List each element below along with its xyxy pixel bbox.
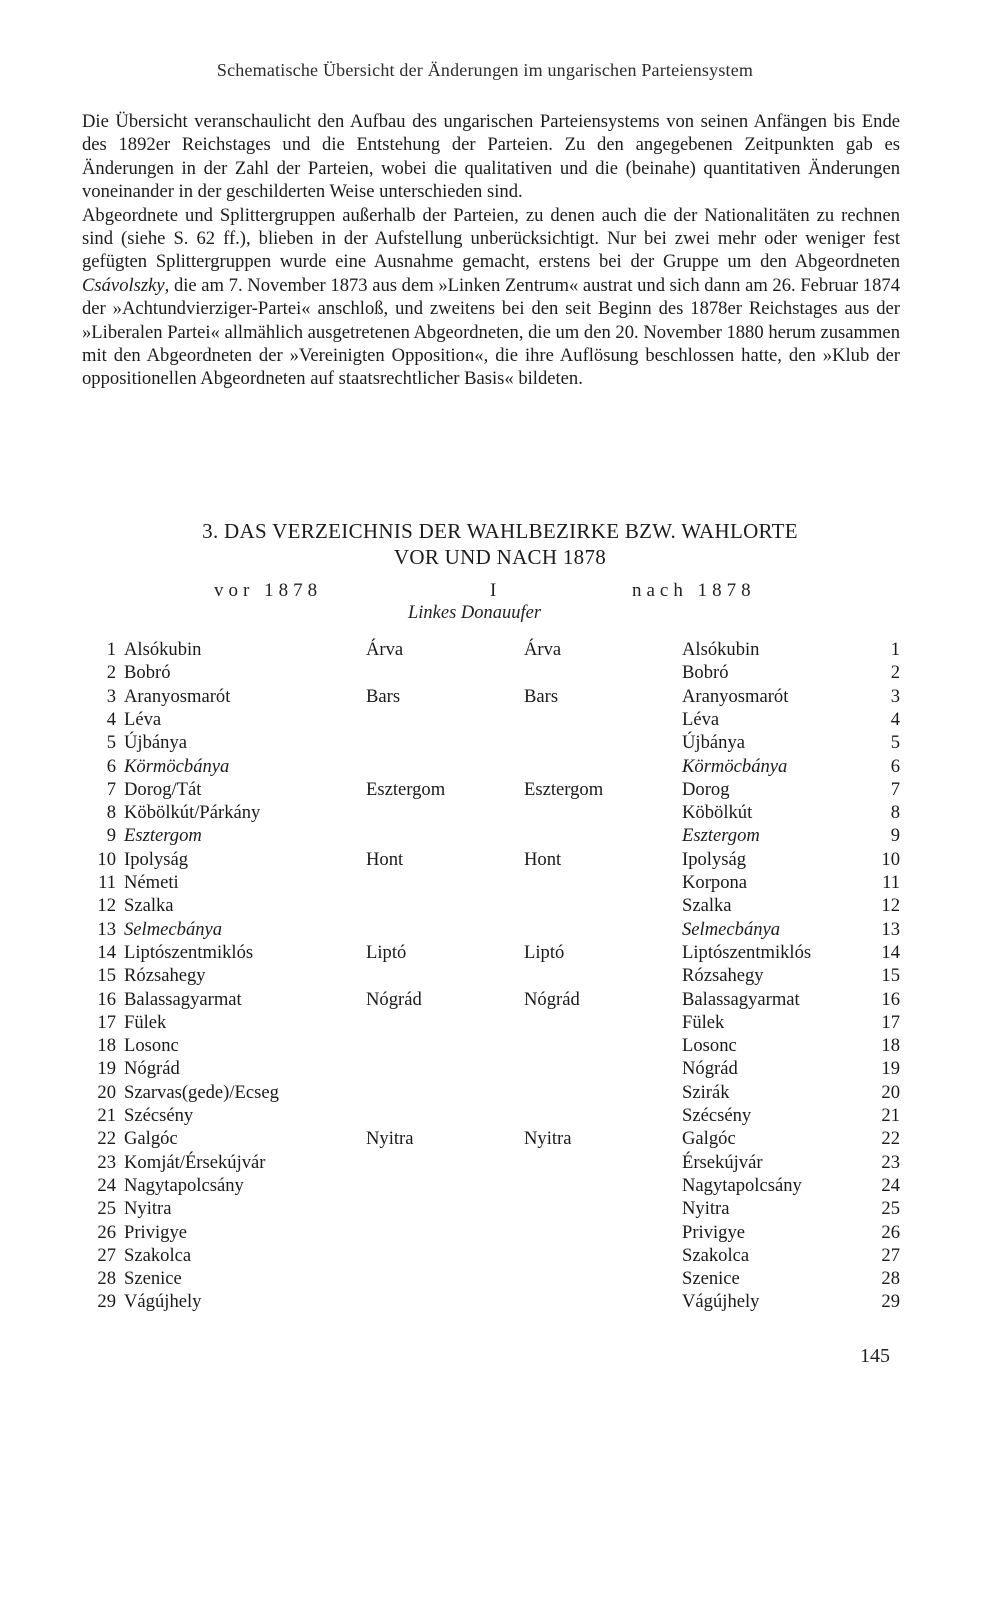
table-row: [0, 1057, 1000, 1080]
paragraph-1: Die Übersicht veranschaulicht den Aufbau des ungarischen Parteiensystems von seinen Anfängen bis Ende des 1892er Reichstages und die Entstehung der Parteien. Zu den angegebenen Zeitpunkten gab es Änderungen in der Zahl der Parteien, wobei die qualitativen und die (beinahe) quantitativen Änderungen voneinander in der geschilderten Weise unterschieden sind.: [82, 111, 900, 203]
left-place-name: Dorog/Tát: [124, 778, 202, 800]
county-before: Esztergom: [366, 778, 446, 800]
left-number: 3: [106, 685, 116, 707]
left-place-name: Galgóc: [124, 1128, 178, 1150]
left-number: 16: [97, 988, 116, 1010]
left-place-name: Körmöcbánya: [124, 755, 230, 777]
right-number: 5: [890, 732, 900, 754]
right-number: 3: [890, 685, 900, 707]
region-heading: Linkes Donauufer: [408, 603, 542, 623]
left-place-name: Balassagyarmat: [124, 988, 242, 1010]
table-row: [0, 1267, 1000, 1290]
section-roman-numeral: I: [490, 580, 497, 601]
county-after: Bars: [524, 685, 559, 707]
left-number: 18: [97, 1035, 116, 1057]
right-place-name: Rózsahegy: [682, 965, 764, 987]
left-number: 7: [106, 778, 116, 800]
right-place-name: Dorog: [682, 778, 730, 800]
left-number: 26: [97, 1221, 116, 1243]
right-place-name: Aranyosmarót: [682, 685, 789, 707]
county-after: Nógrád: [524, 988, 580, 1010]
right-place-name: Korpona: [682, 872, 748, 893]
county-after: Esztergom: [524, 778, 604, 800]
table-row: [0, 731, 1000, 754]
right-place-name: Losonc: [682, 1035, 737, 1057]
left-place-name: Szécsény: [124, 1105, 194, 1126]
right-place-name: Esztergom: [682, 825, 760, 847]
left-number: 10: [97, 848, 116, 870]
table-row: [0, 848, 1000, 871]
table-row: [0, 661, 1000, 684]
table-row: [0, 1174, 1000, 1197]
table-row: [0, 1034, 1000, 1057]
left-number: 17: [97, 1011, 116, 1033]
table-row: [0, 871, 1000, 894]
left-number: 22: [97, 1128, 116, 1150]
table-row: [0, 708, 1000, 731]
right-place-name: Ipolyság: [682, 848, 747, 870]
table-row: [0, 964, 1000, 987]
county-before: Nyitra: [366, 1128, 414, 1150]
right-place-name: Balassagyarmat: [682, 988, 800, 1010]
paragraph-2-part-1: Abgeordnete und Splittergruppen außerhalb der Parteien, zu denen auch die der Nationalitäten zu rechnen sind (siehe S. 62 ff.), blieben in der Aufstellung unberücksichtigt. Nur bei zwei mehr oder weniger fest gefügten Splittergruppen wurde eine Ausnahme gemacht, erstens bei der Gruppe um den Abgeordneten: [82, 204, 900, 273]
left-number: 15: [97, 965, 116, 987]
left-place-name: Szalka: [124, 895, 174, 917]
left-number: 6: [106, 755, 116, 777]
right-place-name: Nyitra: [682, 1198, 730, 1220]
table-row: [0, 638, 1000, 661]
left-place-name: Fülek: [124, 1011, 167, 1033]
right-place-name: Szakolca: [682, 1244, 750, 1266]
table-row: [0, 1244, 1000, 1267]
table-row: [0, 801, 1000, 824]
right-number: 11: [882, 872, 900, 893]
table-row: [0, 1151, 1000, 1174]
right-number: 15: [881, 965, 900, 987]
left-place-name: Selmecbánya: [124, 918, 223, 940]
right-place-name: Nagytapolcsány: [682, 1174, 802, 1196]
county-before: Liptó: [366, 941, 407, 963]
left-place-name: Alsókubin: [124, 639, 202, 660]
left-number: 19: [97, 1058, 116, 1080]
left-number: 24: [97, 1174, 116, 1196]
left-place-name: Nógrád: [124, 1058, 180, 1080]
county-after: Árva: [524, 639, 562, 660]
right-number: 2: [890, 662, 900, 684]
right-number: 14: [881, 941, 900, 963]
right-number: 10: [881, 848, 900, 870]
right-number: 24: [881, 1174, 900, 1196]
left-number: 12: [97, 895, 116, 917]
county-before: Hont: [366, 848, 404, 870]
table-row: [0, 1127, 1000, 1150]
left-number: 8: [106, 802, 116, 824]
body-text: [82, 110, 900, 391]
right-number: 8: [890, 802, 900, 824]
table-row: [0, 894, 1000, 917]
right-number: 29: [881, 1291, 900, 1313]
left-number: 13: [97, 918, 116, 940]
county-after: Liptó: [524, 941, 565, 963]
left-number: 9: [106, 825, 116, 847]
left-place-name: Szakolca: [124, 1244, 192, 1266]
county-after: Nyitra: [524, 1128, 572, 1150]
left-number: 2: [106, 662, 116, 684]
section-title: [0, 518, 1000, 570]
left-number: 11: [98, 872, 116, 893]
right-place-name: Újbánya: [682, 732, 745, 754]
table-row: [0, 1011, 1000, 1034]
left-number: 5: [106, 732, 116, 754]
table-row: [0, 778, 1000, 801]
county-after: Hont: [524, 848, 562, 870]
left-number: 29: [97, 1291, 116, 1313]
right-place-name: Liptószentmiklós: [682, 941, 812, 963]
left-place-name: Vágújhely: [124, 1291, 202, 1313]
right-number: 16: [881, 988, 900, 1010]
paragraph-2: [82, 204, 900, 391]
column-heading-after: nach 1878: [632, 580, 756, 601]
table-row: [0, 1104, 1000, 1127]
left-number: 27: [97, 1244, 116, 1266]
left-place-name: Rózsahegy: [124, 965, 206, 987]
right-number: 23: [881, 1151, 900, 1173]
paragraph-2-name: Csávolszky: [82, 274, 165, 296]
right-number: 7: [890, 778, 900, 800]
table-row: [0, 1290, 1000, 1313]
table-row: [0, 988, 1000, 1011]
column-heading-before: vor 1878: [214, 580, 323, 601]
section-title-line-1: 3. DAS VERZEICHNIS DER WAHLBEZIRKE BZW. WAHLORTE: [202, 519, 798, 543]
right-number: 1: [890, 639, 900, 660]
left-place-name: Privigye: [124, 1221, 188, 1243]
left-number: 28: [97, 1268, 116, 1290]
right-number: 25: [881, 1198, 900, 1220]
right-number: 17: [881, 1011, 900, 1033]
right-number: 27: [881, 1244, 900, 1266]
county-before: Bars: [366, 685, 401, 707]
right-place-name: Szenice: [682, 1268, 740, 1290]
right-number: 9: [890, 825, 900, 847]
right-place-name: Szécsény: [682, 1105, 752, 1126]
left-place-name: Köbölkút/Párkány: [124, 802, 261, 824]
left-place-name: Nagytapolcsány: [124, 1174, 244, 1196]
county-before: Nógrád: [366, 988, 422, 1010]
left-number: 23: [97, 1151, 116, 1173]
right-number: 4: [890, 708, 900, 730]
right-number: 28: [881, 1268, 900, 1290]
table-row: [0, 1197, 1000, 1220]
running-head: Schematische Übersicht der Änderungen im ungarischen Parteiensystem: [216, 60, 754, 80]
table-row: [0, 918, 1000, 941]
right-number: 19: [881, 1058, 900, 1080]
table-row: [0, 1081, 1000, 1104]
left-place-name: Németi: [124, 872, 179, 893]
right-number: 6: [890, 755, 900, 777]
right-number: 13: [881, 918, 900, 940]
left-place-name: Komját/Érsekújvár: [124, 1151, 266, 1173]
right-place-name: Fülek: [682, 1011, 725, 1033]
table-row: [0, 941, 1000, 964]
right-place-name: Köbölkút: [682, 802, 753, 824]
left-place-name: Liptószentmiklós: [124, 941, 254, 963]
left-number: 4: [106, 708, 116, 730]
left-number: 14: [97, 941, 116, 963]
right-number: 18: [881, 1035, 900, 1057]
right-place-name: Nógrád: [682, 1058, 738, 1080]
left-place-name: Léva: [124, 708, 162, 730]
right-place-name: Léva: [682, 708, 720, 730]
right-number: 26: [881, 1221, 900, 1243]
table-row: [0, 1221, 1000, 1244]
left-place-name: Szarvas(gede)/Ecseg: [124, 1081, 279, 1103]
left-place-name: Bobró: [124, 662, 171, 684]
right-place-name: Galgóc: [682, 1128, 736, 1150]
left-place-name: Ipolyság: [124, 848, 189, 870]
right-number: 22: [881, 1128, 900, 1150]
right-place-name: Privigye: [682, 1221, 746, 1243]
table-row: [0, 755, 1000, 778]
left-number: 1: [106, 639, 116, 660]
paragraph-2-part-2: , die am 7. November 1873 aus dem »Linken Zentrum« austrat und sich dann am 26. Februar 1874 der »Achtundvierziger-Partei« anschloß, und zweitens bei den seit Beginn des 1878er Reichstages aus der »Liberalen Partei« allmählich ausgetretenen Abgeordneten, die um den 20. November 1880 herum zusammen mit den Abgeordneten der »Vereinigten Opposition«, die ihre Auflösung beschlossen hatte, den »Klub der oppositionellen Abgeordneten auf staatsrechtlicher Basis« bildeten.: [82, 274, 900, 390]
table-row: [0, 824, 1000, 847]
right-place-name: Alsókubin: [682, 639, 760, 660]
right-place-name: Selmecbánya: [682, 918, 781, 940]
section-title-line-2: VOR UND NACH 1878: [393, 545, 607, 569]
left-place-name: Esztergom: [124, 825, 202, 847]
left-number: 21: [97, 1105, 116, 1126]
right-number: 20: [881, 1081, 900, 1103]
left-place-name: Szenice: [124, 1268, 182, 1290]
table-row: [0, 685, 1000, 708]
right-place-name: Érsekújvár: [682, 1151, 763, 1173]
left-number: 25: [97, 1198, 116, 1220]
left-place-name: Losonc: [124, 1035, 179, 1057]
right-place-name: Körmöcbánya: [682, 755, 788, 777]
left-place-name: Aranyosmarót: [124, 685, 231, 707]
right-number: 12: [881, 895, 900, 917]
left-place-name: Nyitra: [124, 1198, 172, 1220]
right-place-name: Szalka: [682, 895, 732, 917]
right-number: 21: [881, 1105, 900, 1126]
right-place-name: Vágújhely: [682, 1291, 760, 1313]
right-place-name: Szirák: [682, 1081, 730, 1103]
right-place-name: Bobró: [682, 662, 729, 684]
county-before: Árva: [366, 639, 404, 660]
left-place-name: Újbánya: [124, 732, 187, 754]
left-number: 20: [97, 1081, 116, 1103]
page-number: 145: [860, 1345, 890, 1367]
